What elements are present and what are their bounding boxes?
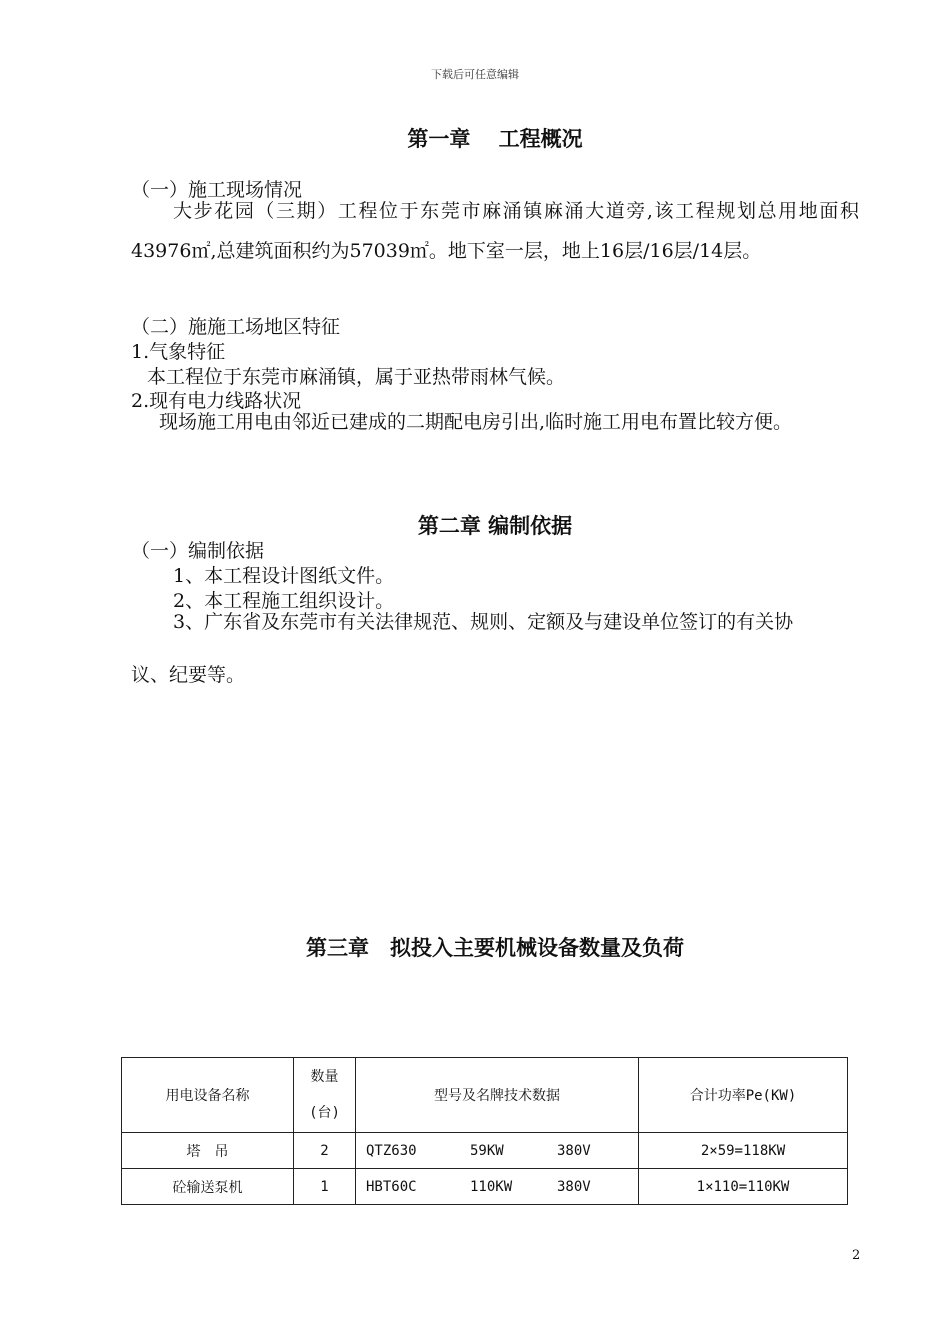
row2-total: 1×110=110KW [639, 1169, 848, 1205]
chapter1-item1: 1.气象特征 [131, 341, 226, 363]
chapter1-section2-heading: （二）施施工场地区特征 [131, 316, 341, 338]
row1-power: 59KW [470, 1142, 504, 1159]
row2-power: 110KW [470, 1178, 513, 1195]
header-model-spec: 型号及名牌技术数据 [356, 1058, 639, 1133]
header-equipment-name: 用电设备名称 [122, 1058, 294, 1133]
row2-voltage: 380V [557, 1178, 591, 1195]
chapter2-item3: 3、广东省及东莞市有关法律规范、规则、定额及与建设单位签订的有关协 [173, 611, 794, 633]
chapter1-item1-text: 本工程位于东莞市麻涌镇，属于亚热带雨林气候。 [147, 366, 566, 388]
chapter1-item2-text: 现场施工用电由邻近已建成的二期配电房引出,临时施工用电布置比较方便。 [159, 411, 793, 433]
chapter1-section1-text: 大步花园（三期）工程位于东莞市麻涌镇麻涌大道旁,该工程规划总用地面积43976㎡,总建筑面积约为57039㎡。地下室一层，地上16层/16层/14层。 [131, 200, 859, 262]
chapter2-item1: 1、本工程设计图纸文件。 [173, 565, 395, 587]
table-row [122, 1133, 848, 1169]
table-header-row [122, 1058, 848, 1133]
page-header: 下载后可任意编辑 [431, 68, 519, 81]
chapter1-title: 第一章 工程概况 [407, 127, 583, 151]
row2-model: HBT60C [366, 1178, 417, 1195]
chapter3-title: 第三章 拟投入主要机械设备数量及负荷 [306, 936, 684, 960]
chapter2-title: 第二章 编制依据 [417, 514, 573, 538]
header-quantity [294, 1058, 356, 1133]
row2-name: 砼输送泵机 [122, 1169, 294, 1205]
row1-qty: 2 [294, 1133, 356, 1169]
table-row [122, 1169, 848, 1205]
header-total-power: 合计功率Pe(KW) [639, 1058, 848, 1133]
equipment-table [121, 1057, 848, 1205]
row2-qty: 1 [294, 1169, 356, 1205]
row1-total: 2×59=118KW [639, 1133, 848, 1169]
header-quantity-line2: (台) [309, 1105, 340, 1121]
row1-name: 塔 吊 [122, 1133, 294, 1169]
header-quantity-line1: 数量 [310, 1069, 339, 1085]
chapter2-section1-heading: （一）编制依据 [131, 540, 265, 562]
chapter1-section1-heading: （一）施工现场情况 [131, 179, 303, 201]
chapter1-item2: 2.现有电力线路状况 [131, 390, 302, 412]
chapter2-item3-cont: 议、纪要等。 [131, 664, 246, 686]
page-number: 2 [852, 1248, 861, 1263]
row1-voltage: 380V [557, 1142, 591, 1159]
row1-model: QTZ630 [366, 1142, 417, 1159]
row1-spec [356, 1133, 639, 1169]
chapter2-item2: 2、本工程施工组织设计。 [173, 590, 395, 612]
row2-spec [356, 1169, 639, 1205]
